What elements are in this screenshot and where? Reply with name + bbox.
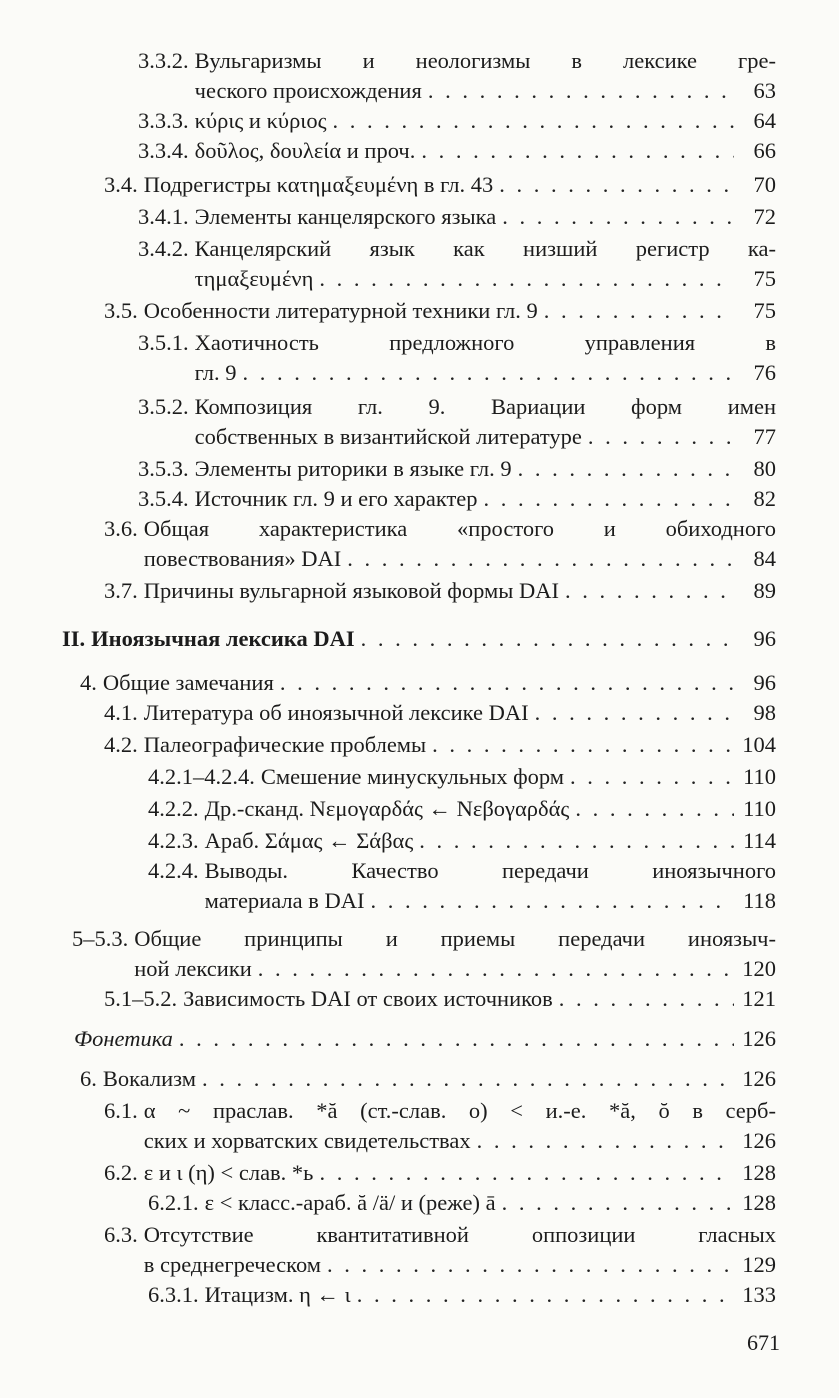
leader-dots [419,826,734,856]
toc-entry-number: 4.2. [104,732,138,757]
toc-entry-title: в среднегреческом [143,1252,322,1277]
toc-entry-title: Зависимость DAI от своих источников [183,986,553,1011]
toc-entry-page: 110 [743,764,776,789]
toc-entry-title: Источник гл. 9 и его характер [194,486,478,511]
toc-entry-page: 72 [753,204,776,229]
toc-entry-page: 114 [743,828,776,853]
page-number: 671 [747,1330,780,1355]
toc-entry-number: 3.3.3. [138,108,189,133]
toc-entry-title: Вульгаризмы и неологизмы в лексике гре- [194,48,776,73]
toc-entry-number: 3.4.2. [138,236,189,261]
toc-entry [104,984,776,1014]
toc-entry-page: 76 [753,360,776,385]
toc-entry [104,698,776,728]
leader-dots [357,1280,734,1310]
toc-entry-title: ческого происхождения [194,78,422,103]
toc-entry-title: Подрегистры κατημαξευμένη в гл. 43 [143,172,494,197]
toc-entry-page: 77 [753,424,776,449]
toc-entry-title: Канцелярский язык как низший регистр ка- [194,236,776,261]
toc-entry-title: α ~ праслав. *ă (ст.-слав. о) < и.-е. *ă, ŏ в серб- [143,1098,776,1123]
toc-entry-number: 3.4. [104,172,138,197]
toc-entry-title: ной лексики [134,956,252,981]
toc-entry-title: Смешение минускульных форм [260,764,565,789]
toc-entry-number: 3.6. [104,516,138,541]
leader-dots [258,954,734,984]
toc-entry-title: Выводы. Качество передачи иноязычного [204,858,776,883]
toc-entry-number: 5.1–5.2. [104,986,178,1011]
toc-entry-title: κύρις и κύριος [194,108,327,133]
leader-dots [242,358,734,388]
toc-entry-page: 75 [753,298,776,323]
toc-entry-title: Особенности литературной техники гл. 9 [143,298,538,323]
toc-entry-title: Общие принципы и приемы передачи иноязыч- [134,926,776,951]
toc-entry-title: гл. 9 [194,360,237,385]
toc-entry-page: 110 [743,796,776,821]
leader-dots [575,794,734,824]
toc-entry-page: 96 [753,626,776,651]
leader-dots [347,544,734,574]
toc-entry-number: 4.2.3. [148,828,199,853]
toc-entry-title: Отсутствие квантитативной оппозиции гласных [143,1222,776,1247]
toc-entry-number: 6.3.1. [148,1282,199,1307]
leader-dots [432,730,734,760]
toc-entry-title: Хаотичность предложного управления в [194,330,776,355]
leader-dots [280,668,734,698]
toc-entry-page: 75 [753,266,776,291]
toc-entry-page: 98 [753,700,776,725]
toc-entry [72,924,776,984]
leader-dots [484,484,734,514]
toc-entry [138,454,776,484]
leader-dots [371,886,735,916]
toc-entry [138,234,776,294]
toc-entry [104,730,776,760]
toc-entry [104,296,776,326]
toc-entry-page: 120 [742,956,776,981]
toc-entry-number: 3.3.4. [138,138,189,163]
toc-entry-title: τημαξευμένη [194,266,314,291]
toc-entry-number: 3.5.3. [138,456,189,481]
toc-entry-page: 104 [742,732,776,757]
toc-entry-page: 66 [753,138,776,163]
toc-entry-page: 126 [742,1128,776,1153]
toc-entry-title: Композиция гл. 9. Вариации форм имен [194,394,776,419]
leader-dots [499,170,734,200]
toc-entry-title: собственных в византийской литературе [194,424,582,449]
leader-dots [559,984,734,1014]
toc-entry-number: 6.1. [104,1098,138,1123]
toc-entry-title: Вокализм [102,1066,196,1091]
toc-entry-page: 129 [742,1252,776,1277]
leader-dots [428,76,734,106]
toc-entry-number: 6.2. [104,1160,138,1185]
toc-entry-page: 64 [753,108,776,133]
toc-entry-number: 4.1. [104,700,138,725]
toc-entry-number: 3.5. [104,298,138,323]
toc-entry-number: 4.2.1–4.2.4. [148,764,255,789]
toc-entry-title: Палеографические проблемы [143,732,427,757]
leader-dots [179,1024,734,1054]
toc-entry-page: 63 [753,78,776,103]
toc-entry-page: 121 [742,986,776,1011]
leader-dots [570,762,734,792]
toc-section-heading [74,1024,776,1054]
toc-entry-title: Итацизм. η ← ι [204,1282,351,1307]
toc-entry-title: Литература об иноязычной лексике DAI [143,700,529,725]
toc-entry [104,1220,776,1280]
toc-entry-number: 3.5.4. [138,486,189,511]
toc-entry-page: 126 [742,1066,776,1091]
toc-entry-title: ε и ι (η) < слав. *ь [143,1160,314,1185]
toc-entry-page: 89 [753,578,776,603]
toc-entry-title: Фонетика [74,1026,173,1051]
toc-entry-page: 70 [753,172,776,197]
toc-entry [104,514,776,574]
toc-entry-number: 3.3.2. [138,48,189,73]
toc-entry-page: 96 [753,670,776,695]
toc-entry-title: Элементы канцелярского языка [194,204,497,229]
leader-dots [327,1250,734,1280]
toc-entry-page: 133 [742,1282,776,1307]
toc-entry [104,1158,776,1188]
leader-dots [202,1064,734,1094]
toc-entry-title: повествования» DAI [143,546,342,571]
leader-dots [544,296,734,326]
toc-entry [104,1096,776,1156]
toc-entry [104,170,776,200]
toc-entry-title: Др.-сканд. Νεμογαρδάς ← Νεβογαρδάς [204,796,570,821]
toc-entry [148,1188,776,1218]
leader-dots [535,698,734,728]
toc-entry-number: 3.5.2. [138,394,189,419]
toc-entry [138,202,776,232]
leader-dots [319,1158,734,1188]
toc-entry-page: 80 [753,456,776,481]
toc-entry [138,328,776,388]
toc-entry [148,1280,776,1310]
leader-dots [333,106,734,136]
toc-entry-title: Общие замечания [102,670,274,695]
toc-entry [138,484,776,514]
toc-entry [80,1064,776,1094]
toc-entry-page: 118 [743,888,776,913]
toc-entry [104,576,776,606]
toc-entry [138,392,776,452]
toc-entry-title: ε < класс.-араб. ă /ä/ и (реже) ā [204,1190,496,1215]
toc-entry-title: δοῦλος, δουλεία и проч. [194,138,416,163]
toc-entry-number: 6. [80,1066,97,1091]
leader-dots [421,136,734,166]
leader-dots [518,454,734,484]
toc-entry [148,794,776,824]
toc-entry-number: 6.3. [104,1222,138,1247]
toc-entry-page: 126 [742,1026,776,1051]
toc-entry [148,762,776,792]
toc-entry-title: Элементы риторики в языке гл. 9 [194,456,512,481]
toc-entry-title: ских и хорватских свидетельствах [143,1128,471,1153]
leader-dots [477,1126,734,1156]
toc-entry [148,856,776,916]
toc-entry-title: Араб. Σάμας ← Σάβας [204,828,414,853]
leader-dots [502,1188,734,1218]
toc-part-heading [62,624,776,654]
toc-entry [80,668,776,698]
leader-dots [361,624,734,654]
toc-entry-number: 3.4.1. [138,204,189,229]
toc-entry-number: 3.5.1. [138,330,189,355]
toc-entry-number: 3.7. [104,578,138,603]
toc-entry-number: 4.2.4. [148,858,199,883]
leader-dots [565,576,734,606]
toc-entry-number: II. [62,626,86,651]
toc-entry-page: 84 [753,546,776,571]
leader-dots [588,422,734,452]
toc-entry-title: материала в DAI [204,888,365,913]
leader-dots [502,202,734,232]
toc-entry-page: 128 [742,1190,776,1215]
toc-entry-title: Причины вульгарной языковой формы DAI [143,578,559,603]
toc-entry-page: 82 [753,486,776,511]
toc-entry-number: 6.2.1. [148,1190,199,1215]
toc-entry [138,46,776,106]
toc-entry-page: 128 [742,1160,776,1185]
toc-entry-number: 4.2.2. [148,796,199,821]
leader-dots [319,264,734,294]
toc-entry [148,826,776,856]
toc-entry-title: Общая характеристика «простого и обиходного [143,516,776,541]
toc-entry-number: 4. [80,670,97,695]
toc-entry [138,106,776,136]
toc-entry-number: 5–5.3. [72,926,129,951]
toc-entry-title: Иноязычная лексика DAI [91,626,355,651]
toc-entry [138,136,776,166]
